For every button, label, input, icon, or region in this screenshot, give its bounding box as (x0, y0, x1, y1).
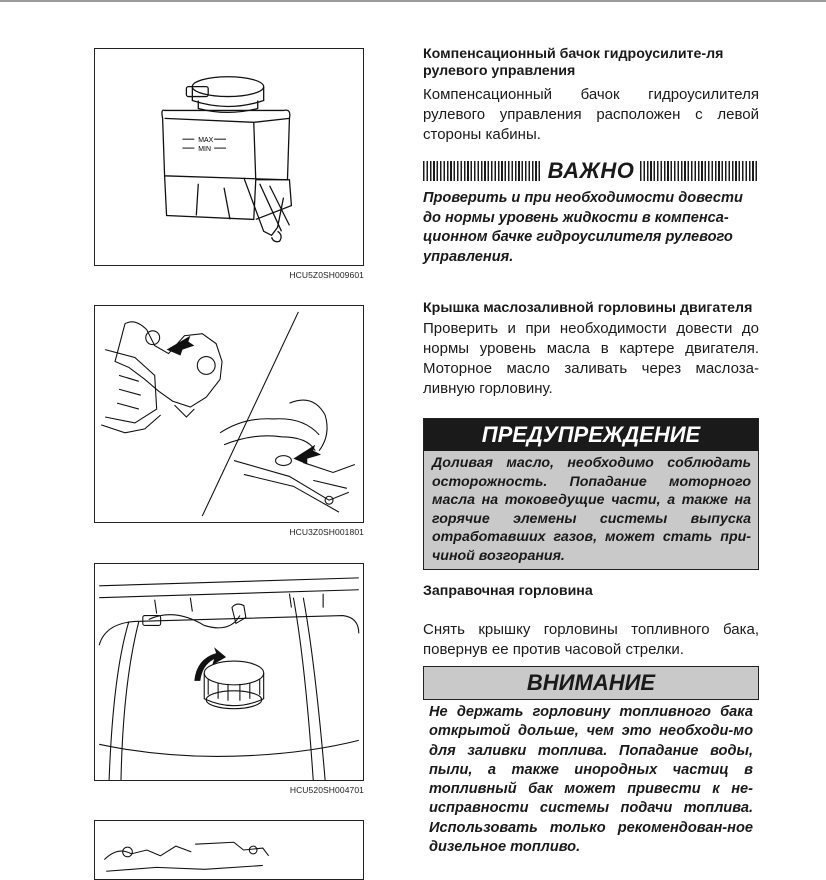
warning-text: Доливая масло, необходимо соблюдать осторожность. Попадание моторного масла на токоведущие части, а также на горячие элемены системы выпуска отработавших газов, может стать при-чиной возгорания. (432, 455, 751, 564)
figure-steering-reservoir (94, 48, 364, 266)
warning-box (423, 418, 759, 570)
oil-filler-illustration (95, 306, 363, 522)
figure-fuel-filler (94, 563, 364, 781)
important-block (423, 158, 759, 267)
figure-next-partial (94, 820, 364, 880)
figure-oil-filler (94, 305, 364, 523)
warning-header: ПРЕДУПРЕЖДЕНИЕ (424, 419, 758, 451)
fuel-filler-illustration (95, 564, 363, 780)
caution-block (423, 666, 759, 857)
important-label: ВАЖНО (547, 158, 635, 183)
section-3-title: Заправочная горловина (423, 583, 593, 599)
section-oil-filler (423, 300, 759, 399)
section-1-body: Компенсационный бачок гидроусилителя рулевого управления расположен с левой стороны кабины. (423, 86, 759, 143)
important-banner (423, 158, 759, 184)
important-bars-left (423, 161, 542, 181)
section-3-body: Снять крышку горловины топливного бака, повернув ее против часовой стрелки. (423, 621, 759, 658)
section-2-body: Проверить и при необходимости довести до нормы уровень масла в картере двигателя. Моторное масло заливать через маслоза-ливную горловину. (423, 320, 759, 397)
section-steering-reservoir (423, 46, 759, 145)
figure-2-code: HCU3Z0SH001801 (289, 527, 364, 537)
section-1-title: Компенсационный бачок гидроусилите-ля рулевого управления (423, 46, 724, 79)
reservoir-max-mark: MAX (198, 137, 214, 145)
caution-text: Не держать горловину топливного бака открытой дольше, чем это необходи-мо для заливки топлива. Попадание воды, пыли, а также инородных частиц в топливный бак может привести к не-исправности системы подачи топлива. Использовать только рекомендован-ное дизельное топливо. (429, 704, 753, 856)
figure-3-code: HCU520SH004701 (289, 785, 364, 795)
important-bars-right (640, 161, 759, 181)
page-top-rule (0, 0, 826, 2)
caution-header: ВНИМАНИЕ (423, 666, 759, 700)
figure-1-code: HCU5Z0SH009601 (289, 270, 364, 280)
next-figure-illustration (95, 821, 363, 879)
section-2-title: Крышка маслозаливной горловины двигателя (423, 300, 753, 316)
reservoir-illustration (95, 49, 363, 265)
section-fuel-filler (423, 583, 759, 660)
important-text: Проверить и при необходимости довести до нормы уровень жидкости в компенса-ционном бачке гидроусилителя рулевого управления. (423, 190, 743, 265)
reservoir-min-mark: MIN (198, 146, 211, 154)
